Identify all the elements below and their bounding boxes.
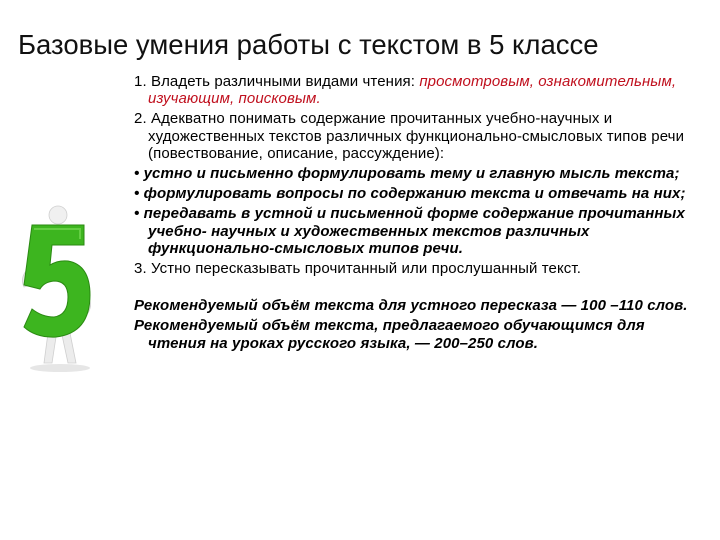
list-item: • передавать в устной и письменной форме содержание прочитанных учебно- научных и художественных текстов различных функционально-смысловых типов речи. — [134, 205, 685, 257]
slide-title: Базовые умения работы с текстом в 5 классе — [18, 29, 599, 60]
note-item: Рекомендуемый объём текста для устного пересказа — 100 –110 слов. — [134, 297, 688, 315]
note-item: Рекомендуемый объём текста, предлагаемого обучающимся для чтения на уроках русского языка, — 200–250 слов. — [134, 317, 645, 352]
number-five-figure-icon — [18, 205, 96, 375]
list-item: • формулировать вопросы по содержанию текста и отвечать на них; — [134, 185, 686, 203]
list-item: 3. Устно пересказывать прочитанный или прослушанный текст. — [134, 260, 581, 278]
list-item: 1. Владеть различными видами чтения: просмотровым, ознакомительным, изучающим, поисковым. — [134, 73, 677, 108]
reading-types-highlight: просмотровым, ознакомительным, изучающим, поисковым. — [148, 73, 677, 108]
list-item: • устно и письменно формулировать тему и главную мысль текста; — [134, 165, 680, 183]
list-item: 2. Адекватно понимать содержание прочитанных учебно-научных и художественных текстов различных функционально-смысловых типов речи (повествование, описание, рассуждение): — [134, 110, 685, 162]
slide-body — [134, 73, 694, 355]
